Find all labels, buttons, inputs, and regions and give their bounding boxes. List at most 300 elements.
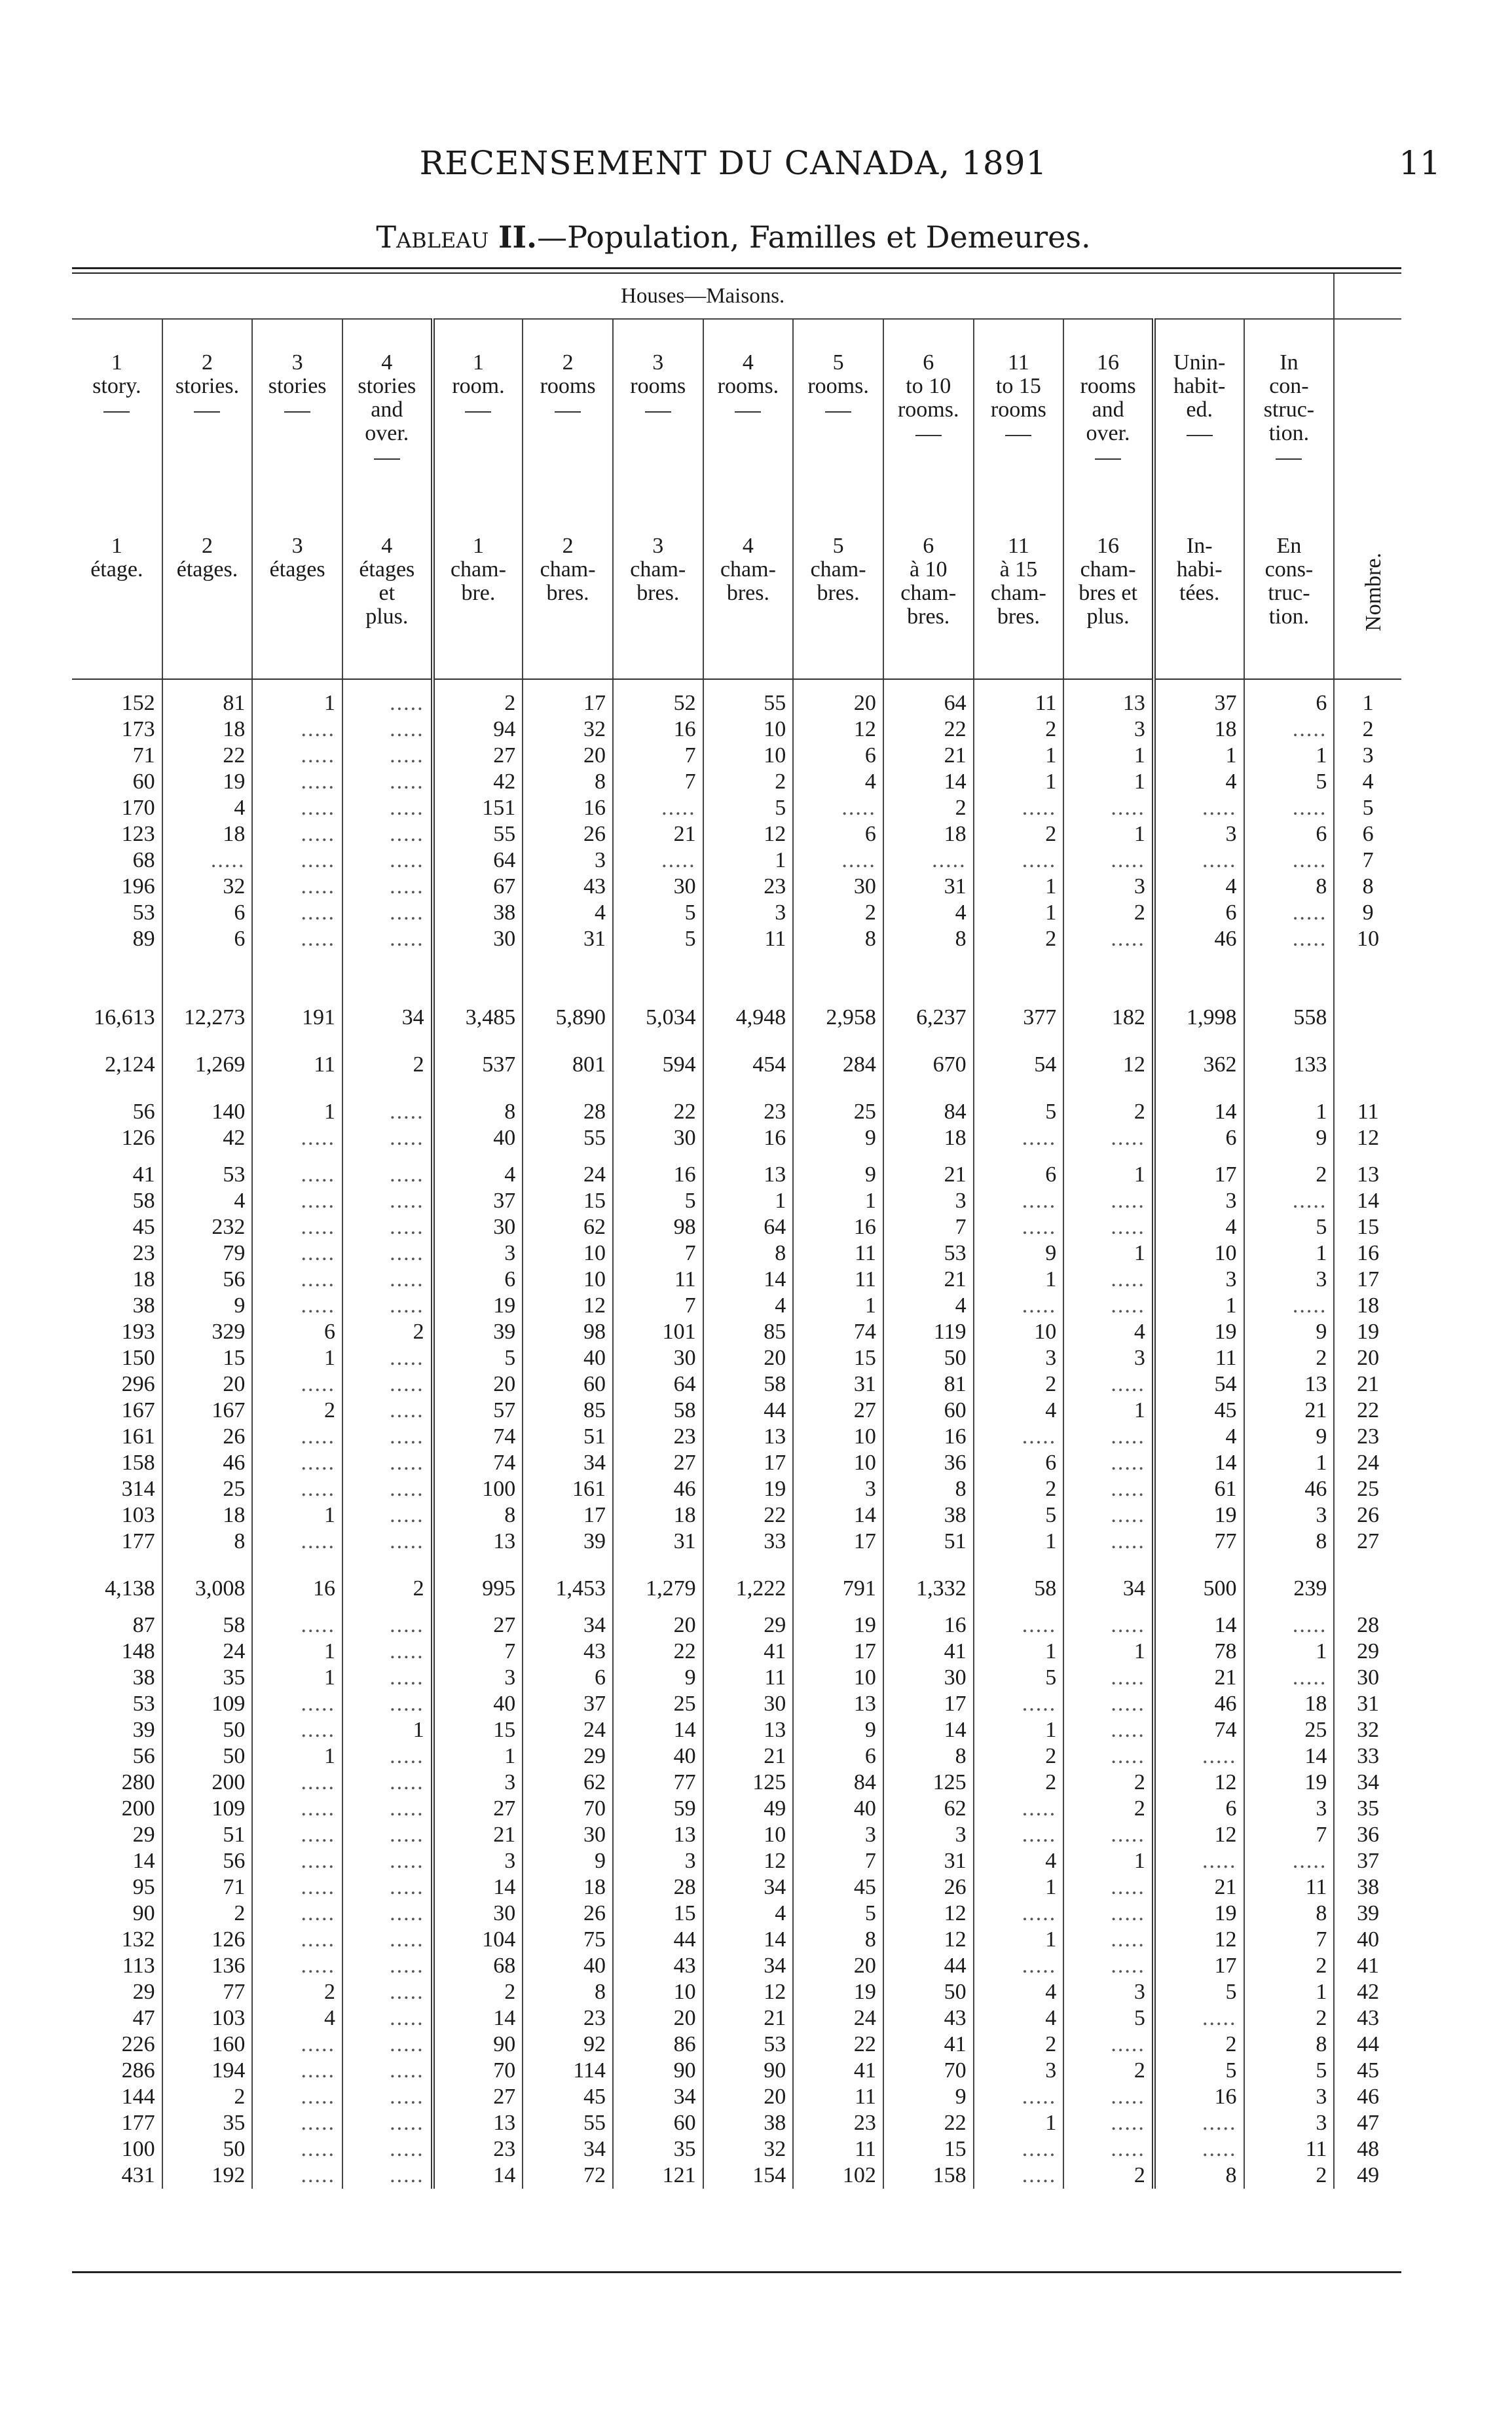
header-dash [1187, 435, 1213, 436]
total-row [72, 994, 1401, 1041]
header-line: rooms. [717, 374, 779, 398]
table-cell: ..... [1154, 2005, 1244, 2032]
table-cell: 1,998 [1154, 994, 1244, 1041]
header-line: bres. [997, 604, 1040, 629]
table-cell: ..... [974, 1612, 1064, 1639]
header-en-10 [974, 319, 1064, 508]
table-row [72, 2005, 1401, 2032]
table-cell: ..... [1063, 1476, 1154, 1502]
table-cell: 801 [523, 1041, 613, 1088]
table-row [72, 1953, 1401, 1979]
header-en-5 [523, 319, 613, 508]
header-line: 1 [111, 534, 122, 558]
table-cell: ..... [342, 2136, 433, 2162]
table-cell: ..... [252, 1240, 342, 1267]
table-row [72, 1398, 1401, 1424]
row-number: 18 [1357, 1293, 1380, 1318]
table-cell: 3 [1244, 1502, 1335, 1529]
table-cell: 6 [974, 1162, 1064, 1188]
table-cell: 1 [1244, 1450, 1335, 1476]
table-cell: 41 [883, 2032, 974, 2058]
table-cell: 4 [703, 1901, 794, 1927]
header-line: struc- [1263, 398, 1315, 422]
spacer-cell [613, 679, 703, 690]
spacer-cell [883, 679, 974, 690]
table-cell: 2 [1063, 1770, 1154, 1796]
table-cell: 2 [1063, 900, 1154, 926]
table-cell: 1 [1244, 1979, 1335, 2005]
table-cell: 4 [1154, 874, 1244, 900]
table-cell: 2 [433, 1979, 523, 2005]
header-line: cham- [1080, 557, 1136, 582]
spacer-cell [793, 1088, 883, 1099]
table-cell: 1 [1154, 1293, 1244, 1319]
table-cell: 10 [703, 1822, 794, 1848]
row-number: 25 [1357, 1477, 1380, 1501]
table-cell: 98 [613, 1214, 703, 1240]
table-cell: 30 [883, 1665, 974, 1691]
table-cell: 17 [883, 1691, 974, 1717]
header-fr-4 [433, 508, 523, 679]
row-number: 37 [1357, 1849, 1380, 1873]
header-en-12 [1154, 319, 1244, 508]
table-cell: ..... [1063, 2110, 1154, 2136]
table-cell: 18 [162, 1502, 253, 1529]
table-cell: 103 [72, 1502, 162, 1529]
spacer-cell [1063, 679, 1154, 690]
table-cell: ..... [1154, 847, 1244, 874]
table-cell: 2 [342, 1565, 433, 1612]
table-cell: ..... [1063, 1901, 1154, 1927]
table-cell: 286 [72, 2058, 162, 2084]
table-cell: ..... [1063, 1743, 1154, 1770]
header-line: to 15 [995, 374, 1041, 398]
row-number: 19 [1357, 1320, 1380, 1344]
table-cell: 136 [162, 1953, 253, 1979]
row-number: 33 [1357, 1744, 1380, 1768]
header-fr-0 [72, 508, 162, 679]
table-cell: ..... [342, 1450, 433, 1476]
table-cell: ..... [342, 1796, 433, 1822]
table-cell: 431 [72, 2162, 162, 2189]
table-cell: ..... [342, 1424, 433, 1450]
table-cell: 32 [703, 2136, 794, 2162]
table-row [72, 874, 1401, 900]
header-line: rooms [540, 374, 596, 398]
table-cell: ..... [974, 1822, 1064, 1848]
header-en-0 [72, 319, 162, 508]
table-cell: 6 [793, 1743, 883, 1770]
table-cell: 59 [613, 1796, 703, 1822]
table-cell: 500 [1154, 1565, 1244, 1612]
header-fr-2 [252, 508, 342, 679]
header-dash [465, 411, 491, 413]
table-cell: 53 [162, 1162, 253, 1188]
table-row [72, 1874, 1401, 1901]
table-cell: 21 [1154, 1665, 1244, 1691]
table-cell: 9 [162, 1293, 253, 1319]
table-row [72, 1691, 1401, 1717]
header-line: cham- [900, 581, 957, 605]
table-cell: 6 [162, 900, 253, 926]
table-row [72, 1476, 1401, 1502]
table-cell: 38 [433, 900, 523, 926]
table-cell: 2 [1244, 1953, 1335, 1979]
table-cell: ..... [252, 1796, 342, 1822]
table-cell: 20 [793, 690, 883, 716]
table-row [72, 1901, 1401, 1927]
table-cell: 7 [613, 1293, 703, 1319]
table-row [72, 1240, 1401, 1267]
table-cell: 31 [883, 1848, 974, 1874]
table-cell: 53 [72, 900, 162, 926]
table-cell: 3 [433, 1240, 523, 1267]
table-cell: ..... [252, 1450, 342, 1476]
table-cell: 12 [883, 1901, 974, 1927]
table-cell: ..... [1063, 1293, 1154, 1319]
table-cell: 2 [162, 1901, 253, 1927]
table-cell: 9 [793, 1717, 883, 1743]
table-cell: 74 [1154, 1717, 1244, 1743]
table-cell: 38 [72, 1293, 162, 1319]
table-cell: 2 [433, 690, 523, 716]
spacer-cell [162, 679, 253, 690]
table-cell: 9 [974, 1240, 1064, 1267]
header-fr-9 [883, 508, 974, 679]
header-fr-8 [793, 508, 883, 679]
table-cell: 4 [1154, 1424, 1244, 1450]
table-cell: 31 [523, 926, 613, 952]
row-number: 31 [1357, 1692, 1380, 1716]
table-cell: ..... [252, 1822, 342, 1848]
table-cell: 10 [703, 716, 794, 743]
row-number: 9 [1362, 900, 1374, 925]
header-line: plus. [365, 604, 409, 629]
table-cell: 1 [1063, 1848, 1154, 1874]
table-cell: ..... [974, 1691, 1064, 1717]
table-cell: 30 [703, 1691, 794, 1717]
table-cell: 125 [883, 1770, 974, 1796]
header-dash [284, 411, 310, 413]
table-cell: 20 [793, 1953, 883, 1979]
table-row [72, 847, 1401, 874]
header-line: bres. [636, 581, 680, 605]
table-cell: 154 [703, 2162, 794, 2189]
table-cell: 84 [793, 1770, 883, 1796]
row-number: 26 [1357, 1503, 1380, 1527]
table-cell: 44 [883, 1953, 974, 1979]
table-cell: 5 [974, 1665, 1064, 1691]
table-cell: 152 [72, 690, 162, 716]
table-cell: 5,890 [523, 994, 613, 1041]
table-cell: ..... [252, 1874, 342, 1901]
table-cell: 56 [162, 1848, 253, 1874]
table-cell: ..... [342, 2005, 433, 2032]
table-cell: 4 [162, 795, 253, 821]
table-cell: 40 [433, 1125, 523, 1151]
table-cell: 4 [1154, 1214, 1244, 1240]
table-cell: ..... [252, 1476, 342, 1502]
spacer-cell [1154, 1555, 1244, 1565]
table-cell: 177 [72, 1529, 162, 1555]
table-cell: ..... [252, 1214, 342, 1240]
table-cell: 31 [793, 1371, 883, 1398]
table-cell: 55 [433, 821, 523, 847]
table-cell: 1 [1063, 743, 1154, 769]
row-number: 13 [1357, 1162, 1380, 1187]
table-cell: 17 [523, 1502, 613, 1529]
header-line: 16 [1097, 350, 1120, 375]
table-cell: 19 [1154, 1319, 1244, 1345]
table-cell: 16 [523, 795, 613, 821]
table-cell: 200 [72, 1796, 162, 1822]
table-cell: 42 [433, 769, 523, 795]
table-cell: 64 [703, 1214, 794, 1240]
row-number [1334, 1565, 1401, 1612]
table-cell: 1 [252, 1345, 342, 1371]
table-cell: 11 [1154, 1345, 1244, 1371]
table-cell: 7 [1244, 1822, 1335, 1848]
header-line: bres. [726, 581, 769, 605]
table-cell: 81 [162, 690, 253, 716]
table-cell: 46 [613, 1476, 703, 1502]
table-cell: ..... [342, 821, 433, 847]
table-cell: 12,273 [162, 994, 253, 1041]
table-cell: 100 [72, 2136, 162, 2162]
table-cell: 56 [72, 1099, 162, 1125]
header-line: bres. [817, 581, 860, 605]
table-cell: 37 [433, 1188, 523, 1214]
table-cell: 70 [433, 2058, 523, 2084]
spacer-cell [342, 1555, 433, 1565]
table-cell: 1 [793, 1188, 883, 1214]
table-cell: ..... [342, 795, 433, 821]
header-en-7 [703, 319, 794, 508]
table-cell: 11 [1244, 2136, 1335, 2162]
header-line: 5 [832, 350, 844, 375]
table-cell: 90 [433, 2032, 523, 2058]
table-cell: 32 [162, 874, 253, 900]
table-cell: 22 [703, 1502, 794, 1529]
table-cell: 40 [523, 1953, 613, 1979]
table-cell: 4 [523, 900, 613, 926]
table-cell: 9 [523, 1848, 613, 1874]
table-cell: 43 [523, 1639, 613, 1665]
table-cell: 3 [1063, 874, 1154, 900]
header-line: 4 [742, 534, 754, 558]
table-cell: 9 [793, 1125, 883, 1151]
table-cell: 90 [703, 2058, 794, 2084]
table-cell: 2 [974, 2032, 1064, 2058]
header-line: story. [92, 374, 141, 398]
table-row [72, 1319, 1401, 1345]
table-cell: ..... [342, 1822, 433, 1848]
table-cell: 55 [523, 2110, 613, 2136]
header-line: plus. [1086, 604, 1130, 629]
table-cell: ..... [1063, 2136, 1154, 2162]
table-cell: 21 [1154, 1874, 1244, 1901]
table-cell: 13 [703, 1717, 794, 1743]
table-cell: 23 [703, 874, 794, 900]
table-cell: ..... [252, 1691, 342, 1717]
spacer-cell [1244, 1555, 1335, 1565]
table-cell: ..... [1154, 2136, 1244, 2162]
table-cell: 4,948 [703, 994, 794, 1041]
spacer-cell [974, 952, 1064, 994]
row-number: 17 [1357, 1267, 1380, 1291]
table-row [72, 1424, 1401, 1450]
table-cell: 52 [613, 690, 703, 716]
table-cell: ..... [1063, 1450, 1154, 1476]
table-cell: 21 [883, 743, 974, 769]
table-cell: 94 [433, 716, 523, 743]
table-cell: 12 [1154, 1927, 1244, 1953]
table-cell: 28 [613, 1874, 703, 1901]
spacer-cell [883, 1151, 974, 1162]
row-number: 3 [1362, 743, 1374, 768]
table-cell: 43 [613, 1953, 703, 1979]
header-line: 5 [832, 534, 844, 558]
table-cell: 24 [162, 1639, 253, 1665]
row-number: 21 [1357, 1372, 1380, 1396]
table-cell: 2 [883, 795, 974, 821]
row-number: 20 [1357, 1346, 1380, 1370]
table-cell: 2 [1244, 2162, 1335, 2189]
table-cell: 20 [523, 743, 613, 769]
table-subtitle [0, 219, 1467, 255]
table-cell: 38 [883, 1502, 974, 1529]
table-cell: 16 [252, 1565, 342, 1612]
table-cell: ..... [252, 2032, 342, 2058]
spacer-cell [1244, 1151, 1335, 1162]
table-cell: 9 [883, 2084, 974, 2110]
row-number: 35 [1357, 1796, 1380, 1821]
spacer-cell [433, 1088, 523, 1099]
table-cell: 3 [1244, 2084, 1335, 2110]
table-cell: ..... [252, 1267, 342, 1293]
table-cell: ..... [1063, 2084, 1154, 2110]
table-cell: 62 [883, 1796, 974, 1822]
table-row [72, 1188, 1401, 1214]
spacer-cell [72, 1151, 162, 1162]
table-cell: 1 [252, 1743, 342, 1770]
population-table [72, 274, 1401, 2189]
table-cell: ..... [252, 874, 342, 900]
table-cell: ..... [1063, 1665, 1154, 1691]
table-cell: 8 [883, 926, 974, 952]
french-header-row [72, 508, 1401, 679]
table-cell: 85 [523, 1398, 613, 1424]
nombre-header [1334, 319, 1401, 508]
table-cell: ..... [342, 1476, 433, 1502]
header-line: 6 [923, 350, 934, 375]
table-cell: 6 [433, 1267, 523, 1293]
table-row [72, 716, 1401, 743]
table-cell: ..... [342, 1240, 433, 1267]
table-cell: 18 [523, 1874, 613, 1901]
table-cell: ..... [974, 1293, 1064, 1319]
table-cell: 92 [523, 2032, 613, 2058]
header-fr-3 [342, 508, 433, 679]
bottom-rule [72, 2271, 1401, 2273]
table-cell: ..... [342, 1770, 433, 1796]
spacer-cell [252, 952, 342, 994]
header-line: bre. [461, 581, 496, 605]
spacer-row [72, 1555, 1401, 1565]
table-cell: 5 [1063, 2005, 1154, 2032]
table-cell: 1 [974, 1717, 1064, 1743]
table-cell: 6 [162, 926, 253, 952]
table-cell: 14 [883, 1717, 974, 1743]
table-cell: 4 [883, 900, 974, 926]
table-cell: 148 [72, 1639, 162, 1665]
table-cell: 3 [974, 1345, 1064, 1371]
table-cell: 21 [433, 1822, 523, 1848]
table-cell: 8 [1244, 1901, 1335, 1927]
header-line: rooms [1080, 374, 1136, 398]
table-cell: ..... [252, 1848, 342, 1874]
header-line: 3 [291, 350, 303, 375]
table-cell: 22 [883, 2110, 974, 2136]
table-cell: 64 [613, 1371, 703, 1398]
english-header-row [72, 319, 1401, 508]
spacer-cell [162, 1088, 253, 1099]
spacer-cell [72, 679, 162, 690]
table-row [72, 1099, 1401, 1125]
table-cell: 7 [793, 1848, 883, 1874]
table-cell: 62 [523, 1770, 613, 1796]
spacer-row [72, 679, 1401, 690]
header-line: 2 [201, 350, 213, 375]
row-number: 43 [1357, 2006, 1380, 2030]
table-cell: 1 [974, 1529, 1064, 1555]
table-cell: 41 [72, 1162, 162, 1188]
table-cell: 5 [1244, 769, 1335, 795]
table-row [72, 1162, 1401, 1188]
table-cell: ..... [342, 1691, 433, 1717]
nombre-header [1334, 508, 1401, 679]
table-cell: 5 [1244, 1214, 1335, 1240]
table-cell: 8 [793, 1927, 883, 1953]
row-number: 10 [1357, 927, 1380, 951]
table-cell: 177 [72, 2110, 162, 2136]
table-cell: ..... [342, 1901, 433, 1927]
table-cell: 6 [1244, 821, 1335, 847]
table-cell: ..... [252, 1424, 342, 1450]
table-cell: ..... [974, 1424, 1064, 1450]
table-cell: 50 [883, 1979, 974, 2005]
row-number: 46 [1357, 2085, 1380, 2109]
table-cell: 45 [793, 1874, 883, 1901]
table-cell: 6 [1154, 1125, 1244, 1151]
table-cell: 15 [793, 1345, 883, 1371]
spacer-row [72, 1088, 1401, 1099]
table-cell: 1,222 [703, 1565, 794, 1612]
spacer-cell [523, 1555, 613, 1565]
table-cell: 1 [974, 1927, 1064, 1953]
table-cell: 50 [883, 1345, 974, 1371]
header-line: con- [1269, 374, 1309, 398]
table-cell: 2 [1244, 2005, 1335, 2032]
table-cell: 35 [613, 2136, 703, 2162]
table-cell: 45 [523, 2084, 613, 2110]
header-fr-1 [162, 508, 253, 679]
table-cell: 13 [793, 1691, 883, 1717]
header-line: 3 [652, 534, 664, 558]
table-cell: 40 [433, 1691, 523, 1717]
table-cell: 40 [613, 1743, 703, 1770]
table-cell: 26 [523, 821, 613, 847]
